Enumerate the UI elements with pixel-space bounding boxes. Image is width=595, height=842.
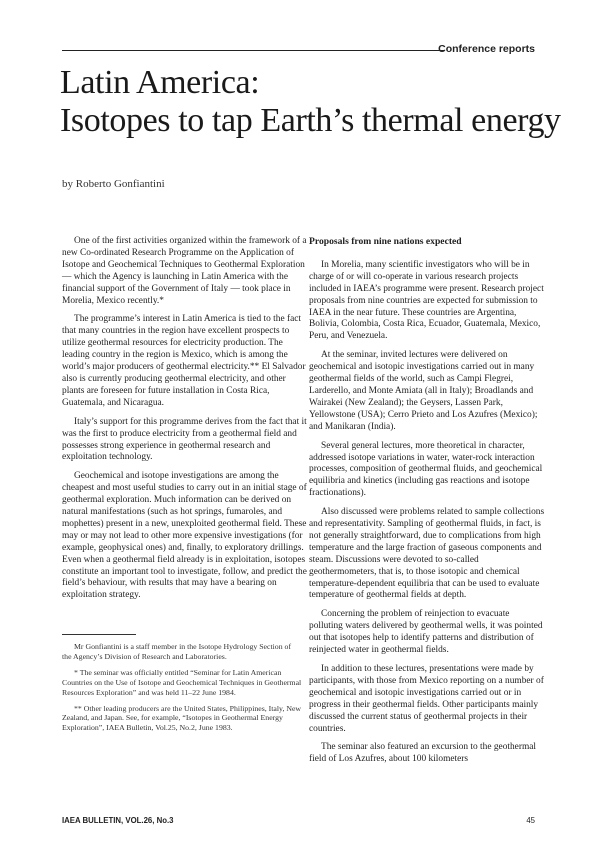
right-column <box>309 236 545 773</box>
article-byline: by Roberto Gonfiantini <box>62 178 165 190</box>
body-paragraph: The programme’s interest in Latin America is tied to the fact that many countries in the region have excellent prospects to utilize geothermal resources for electricity production. The leading country in the region is Mexico, which is among the world’s major producers of geothermal electricity.** El Salvador also is currently producing geothermal electricity, and other plants are foreseen for future installation in Costa Rica, Guatemala, and Nicaragua. <box>62 314 306 408</box>
journal-footer: IAEA BULLETIN, VOL.26, No.3 <box>62 816 174 825</box>
body-paragraph: In addition to these lectures, presentations were made by participants, with those from Mexico reporting on a number of geochemical and isotopic investigations carried out or in progress in their geothermal fields. Other participants mainly discussed the current status of geothermal projects in their countries. <box>309 664 544 734</box>
body-paragraph: Several general lectures, more theoretical in character, addressed isotope variations in water, water-rock interaction processes, composition of geothermal fluids, and geochemical equilibria and kinetics (including gas reactions and isotope fractionations). <box>309 440 543 499</box>
body-paragraph: In Morelia, many scientific investigators who will be in charge of or will co-operate in various research projects included in IAEA’s programme were present. Research project proposals from nine countries are expected for submission to IAEA in the near future. These countries are Argentina, Bolivia, Colombia, Costa Rica, Ecuador, Guatemala, Mexico, Peru, and Venezuela. <box>309 259 544 342</box>
article-title-line-1: Latin America: <box>60 64 260 101</box>
body-paragraph: Italy’s support for this programme derives from the fact that it was the first to produce electricity from a geothermal field and possesses strong experience in geothermal research and exploitation technology. <box>62 416 307 463</box>
body-paragraph: One of the first activities organized within the framework of a new Co-ordinated Research Programme on the Application of Isotope and Geochemical Techniques to Geothermal Exploration — which the Agency is launching in Latin America with the financial support of the Government of Italy — took place in Morelia, Mexico recently.* <box>62 236 307 306</box>
footnote-rule <box>62 634 136 635</box>
footnote-author: Mr Gonfiantini is a staff member in the Isotope Hydrology Section of the Agency’s Division of Research and Laboratories. <box>62 642 292 661</box>
footnote-producers: ** Other leading producers are the United States, Philippines, Italy, New Zealand, and Japan. See, for example, “Isotopes in Geothermal Energy Exploration”, IAEA Bulletin, Vol.25, No.2, June 1983. <box>62 703 302 733</box>
body-paragraph: Concerning the problem of reinjection to evacuate polluting waters delivered by geothermal wells, it was pointed out that isotopes help to identify patterns and distribution of reinjected water in geothermal fields. <box>309 609 543 656</box>
article-title-line-2: Isotopes to tap Earth’s thermal energy <box>60 102 561 139</box>
header-rule <box>62 50 444 51</box>
left-column <box>62 236 308 609</box>
body-paragraph: Geochemical and isotope investigations are among the cheapest and most useful studies to carry out in an initial stage of geothermal exploration. Much information can be derived on natural manifestations (such as hot springs, fumaroles, and mophettes) present in a new, unexploited geothermal field. These may or may not lead to other more expensive investigations (for example, geophysical ones) and, finally, to exploratory drillings. Even when a geothermal field already is in exploitation, isotopes constitute an important tool to investigate, follow, and predict the field’s behaviour, with results that may have a bearing on exploitation strategy. <box>62 471 307 601</box>
body-paragraph: At the seminar, invited lectures were delivered on geochemical and isotopic investigations carried out in many geothermal fields of the world, such as Campi Flegrei, Larderello, and Monte Amiata (all in Italy); Broadlands and Wairakei (New Zealand); the Geysers, Lassen Park, Yellowstone (USA); Cerro Prieto and Los Azufres (Mexico); and Manikaran (India). <box>309 350 538 432</box>
page-number: 45 <box>526 816 535 825</box>
section-label: Conference reports <box>438 43 535 55</box>
body-paragraph: Also discussed were problems related to sample collections and representativity. Sampling of geothermal fluids, in fact, is not generally straightforward, due to complications from high temperature and the large fraction of gaseous components and steam. Discussions were devoted to so-called geothermometers, that is, to those isotopic and chemical temperature-dependent equilibria that can be used to evaluate temperature of geothermal fields at depth. <box>309 507 545 601</box>
footnote-seminar: * The seminar was officially entitled “Seminar for Latin American Countries on the Use of Isotope and Geochemical Techniques in Geothermal Resources Exploration” and was held 11–22 June 1984. <box>62 667 302 697</box>
article-title <box>60 64 561 140</box>
footnotes <box>62 642 302 739</box>
body-paragraph: The seminar also featured an excursion to the geothermal field of Los Azufres, about 100 kilometers <box>309 742 537 765</box>
section-subhead: Proposals from nine nations expected <box>309 236 462 247</box>
